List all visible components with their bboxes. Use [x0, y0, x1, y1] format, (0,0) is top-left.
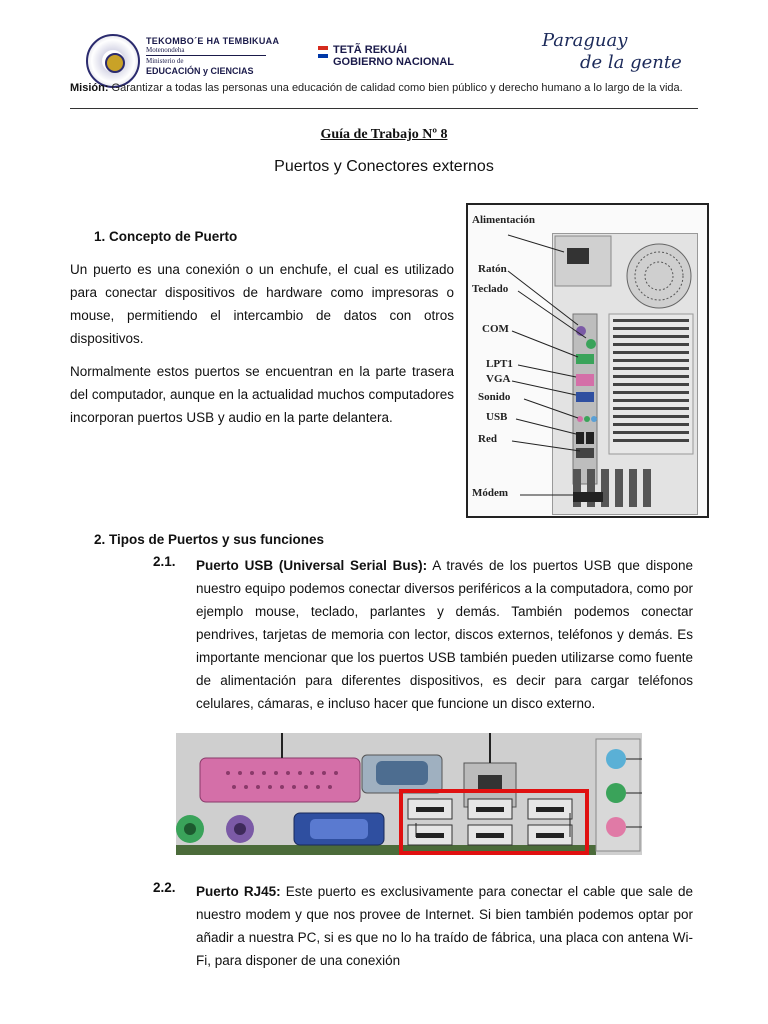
- pc-label-com: COM: [482, 323, 509, 335]
- pc-label-vga: VGA: [486, 373, 511, 385]
- item-2-2-text: Este puerto es exclusivamente para conectar el cable que sale de nuestro modem y que nos provee de Internet. Si bien también podemos optar por añadir a nuestra PC, si es que no lo ha traído de fábrica, una placa con antena Wi-Fi, para disponer de una conexión: [196, 884, 693, 968]
- mision-label: Misión:: [70, 82, 109, 94]
- org-divider: [146, 55, 266, 56]
- item-2-2-number: 2.2.: [153, 880, 176, 895]
- org-name: TEKOMBO´E HA TEMBIKUAA: [146, 36, 280, 46]
- ministry-line1: Ministerio de: [146, 57, 184, 65]
- pc-label-lpt1: LPT1: [486, 358, 513, 370]
- pc-back-panel-image: [466, 203, 709, 518]
- section1-paragraph2: Normalmente estos puertos se encuentran en la parte trasera del computador, aunque en la actualidad muchos computadores incorporan puertos USB y audio en la parte delantera.: [70, 364, 454, 425]
- header-divider: [70, 108, 698, 109]
- mision-statement: [70, 82, 702, 95]
- pc-label-usb: USB: [486, 411, 508, 423]
- guide-title: Guía de Trabajo Nº 8: [320, 127, 448, 142]
- item-2-1-text: A través de los puertos USB que dispone nuestro equipo podemos conectar diversos periféricos a la computadora, como por ejemplo mouse, teclado, parlantes y demás. También podemos conectar pendrives, tarjetas de memoria con lector, discos externos, teléfonos y demás. Es importante mencionar que los puertos USB también pueden utilizarse como fuente de alimentación para diferentes dispositivos, es decir para cargar teléfonos celulares, cámaras, e incluso hacer que funcione un disco externo.: [196, 558, 693, 711]
- ministry-seal-icon: [86, 34, 140, 88]
- pc-label-modem: Módem: [472, 487, 509, 499]
- item-2-1-title: Puerto USB (Universal Serial Bus):: [196, 558, 428, 573]
- section2-heading: 2. Tipos de Puertos y sus funciones: [94, 532, 325, 547]
- mision-text: Garantizar a todas las personas una educación de calidad como bien público y derecho humano a lo largo de la vida.: [108, 82, 683, 94]
- page-title: Puertos y Conectores externos: [274, 158, 494, 175]
- section1-heading: 1. Concepto de Puerto: [94, 229, 238, 244]
- slogan-line1: Paraguay: [542, 30, 628, 51]
- item-2-2-title: Puerto RJ45:: [196, 884, 281, 899]
- ports-drawing: [176, 733, 642, 855]
- org-subtitle: Motenondeha: [146, 46, 185, 54]
- section1-paragraph1: Un puerto es una conexión o un enchufe, el cual es utilizado para conectar dispositivos de hardware como impresoras o mouse, permitiendo el intercambio de datos con otros dispositivos.: [70, 262, 454, 346]
- paraguay-flag-icon: [318, 46, 328, 58]
- pc-label-sound: Sonido: [478, 391, 511, 403]
- item-2-2-paragraph: [196, 880, 693, 972]
- pc-label-network: Red: [478, 433, 497, 445]
- pc-label-power: Alimentación: [472, 214, 535, 226]
- motherboard-ports-image: [176, 733, 642, 855]
- government-line2: GOBIERNO NACIONAL: [333, 56, 454, 68]
- pc-label-mouse: Ratón: [478, 263, 507, 275]
- item-2-1-paragraph: [196, 554, 693, 715]
- government-line1: TETÃ REKUÁI: [333, 44, 407, 56]
- ministry-line2: EDUCACIÓN y CIENCIAS: [146, 66, 254, 76]
- item-2-1-number: 2.1.: [153, 554, 176, 569]
- slogan-line2: de la gente: [580, 52, 682, 73]
- pc-label-arrows: [468, 205, 711, 520]
- pc-label-keyboard: Teclado: [472, 283, 509, 295]
